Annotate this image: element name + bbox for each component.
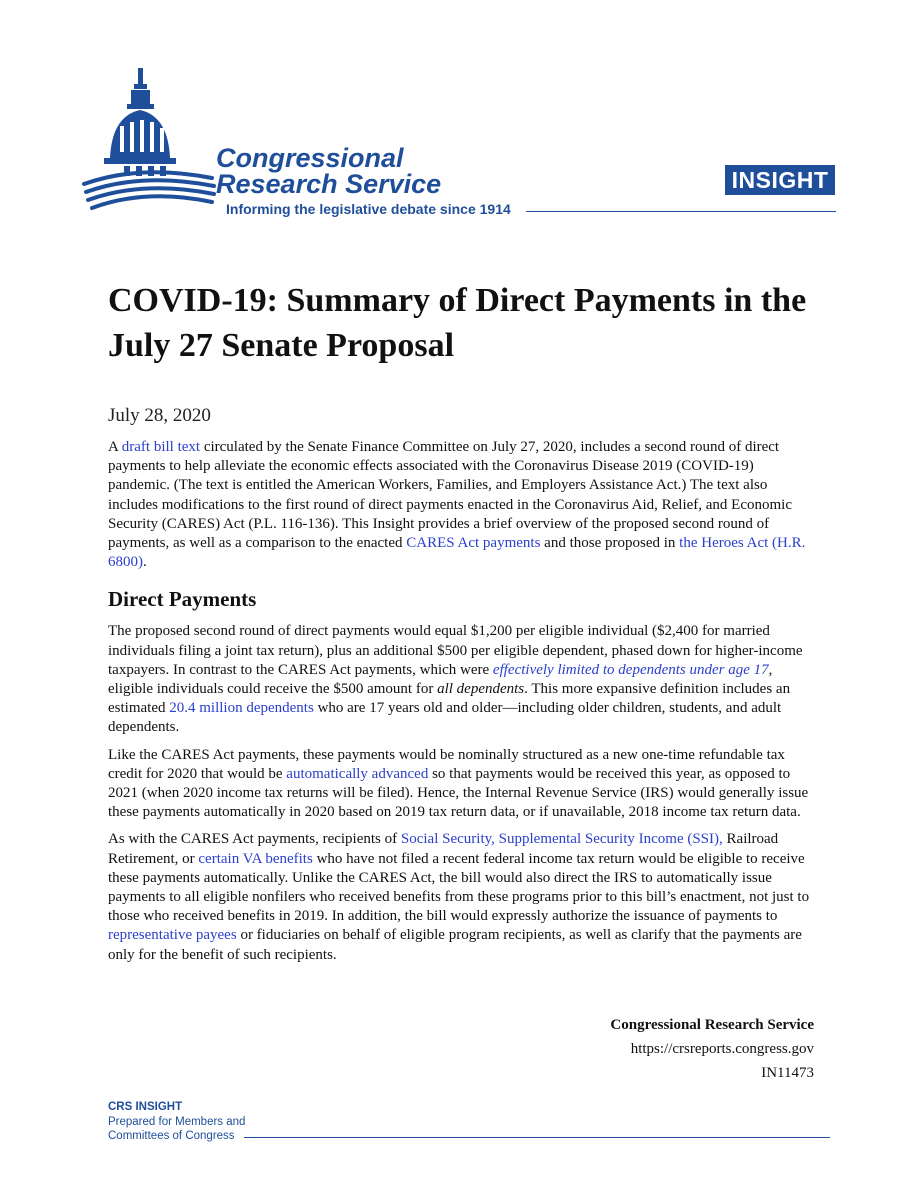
footer-divider <box>244 1137 830 1138</box>
intro-text-2: circulated by the Senate Finance Committee on July 27, 2020, includes a second round of direct payments to help alleviate the economic effects associated with the Coronavirus Disease 2019 (COVID-19) pandemic. (The text is entitled the American Workers, Families, and Employers Assistance Act.) The text also includes modifications to the first round of direct payments enacted in the Coronavirus Aid, Relief, and Economic Security (CARES) Act (P.L. 116-136). This Insight provides a brief overview of the proposed second round of payments, as well as a comparison to the enacted <box>108 439 792 552</box>
p2-text-2: so that payments would be received this year, as opposed to 2021 (when 2020 income tax returns will be filed). Hence, the Internal Revenue Service (IRS) would generally issue these payments automatically in 2020 based on 2019 tax return data, or if unavailable, 2018 income tax return data. <box>108 765 809 821</box>
automatically-advanced-link[interactable]: automatically advanced <box>286 765 429 782</box>
bottom-label-line2: Prepared for Members and <box>108 1115 246 1128</box>
p2-text-1: Like the CARES Act payments, these payments would be nominally structured as a new one-time refundable tax credit for 2020 that would be <box>108 746 785 782</box>
intro-text-1: A <box>108 439 122 455</box>
insight-badge: INSIGHT <box>725 165 835 195</box>
cares-act-payments-link[interactable]: CARES Act payments <box>406 535 541 552</box>
paragraph-2 <box>108 746 814 823</box>
p3-text-1: As with the CARES Act payments, recipients of <box>108 831 401 848</box>
draft-bill-link[interactable]: draft bill text <box>121 439 201 455</box>
org-tagline: Informing the legislative debate since 1914 <box>226 201 511 217</box>
paragraph-3 <box>108 830 814 964</box>
crs-logo <box>80 66 540 226</box>
document-body <box>108 438 814 973</box>
section-heading: Direct Payments <box>108 587 257 612</box>
footer-org: Congressional Research Service <box>610 1017 814 1033</box>
org-name-line1: Congressional <box>216 143 404 173</box>
footer-url: https://crsreports.congress.gov <box>630 1041 814 1057</box>
p1-text-4: who are 17 years old and older—including older children, students, and adult dependents. <box>108 700 782 736</box>
paragraph-1 <box>108 622 814 737</box>
p1-text-2: , eligible individuals could receive the $500 amount for <box>108 661 773 698</box>
p3-text-4: or fiduciaries on behalf of eligible program recipients, as well as clarify that the payments are only for the benefit of such recipients. <box>108 927 802 963</box>
p3-text-3: who have not filed a recent federal income tax return would be eligible to receive these payments automatically. Unlike the CARES Act, the bill would also direct the IRS to automatically issue payments to all eligible nonfilers who received benefits from these programs prior to this bill’s enactment, not just to those who received benefits in 2019. In addition, the bill would expressly authorize the issuance of payments to <box>108 850 810 925</box>
intro-text-3: and those proposed in <box>540 535 680 552</box>
dependents-estimate-link[interactable]: 20.4 million dependents <box>169 700 314 717</box>
intro-text-4: . <box>143 554 147 571</box>
crs-insight-label <box>108 1100 245 1144</box>
publication-date: July 28, 2020 <box>108 405 211 426</box>
header-divider <box>526 211 836 212</box>
dependents-under-17-link-text: effectively limited to dependents under age 17 <box>492 661 769 678</box>
social-security-ssi-link[interactable]: Social Security, Supplemental Security Income (SSI), <box>400 831 723 848</box>
va-benefits-link[interactable]: certain VA benefits <box>198 850 313 867</box>
document-title: COVID-19: Summary of Direct Payments in the July 27 Senate Proposal <box>108 282 807 364</box>
p1-text-3: . This more expansive definition includes an estimated <box>108 681 791 717</box>
representative-payees-link[interactable]: representative payees <box>108 927 237 944</box>
footer-info <box>610 1013 814 1085</box>
p3-text-2: Railroad Retirement, or <box>108 831 779 867</box>
dependents-under-17-link[interactable] <box>493 662 769 678</box>
capitol-dome-icon <box>80 66 220 216</box>
all-dependents-emphasis: all dependents <box>437 681 525 698</box>
bottom-label-title: CRS INSIGHT <box>108 1101 183 1113</box>
footer-report-id: IN11473 <box>761 1065 814 1081</box>
intro-paragraph <box>108 438 814 572</box>
heroes-act-link[interactable]: the Heroes Act (H.R. 6800) <box>108 535 806 571</box>
org-name-line2: Research Service <box>216 169 442 199</box>
bottom-label-line3: Committees of Congress <box>108 1130 235 1142</box>
p1-text-1: The proposed second round of direct payments would equal $1,200 per eligible individual ($2,400 for married individuals filing a joint tax return), plus an additional $500 per eligible dependent, phased down for higher-income taxpayers. In contrast to the CARES Act payments, which were <box>108 623 803 678</box>
